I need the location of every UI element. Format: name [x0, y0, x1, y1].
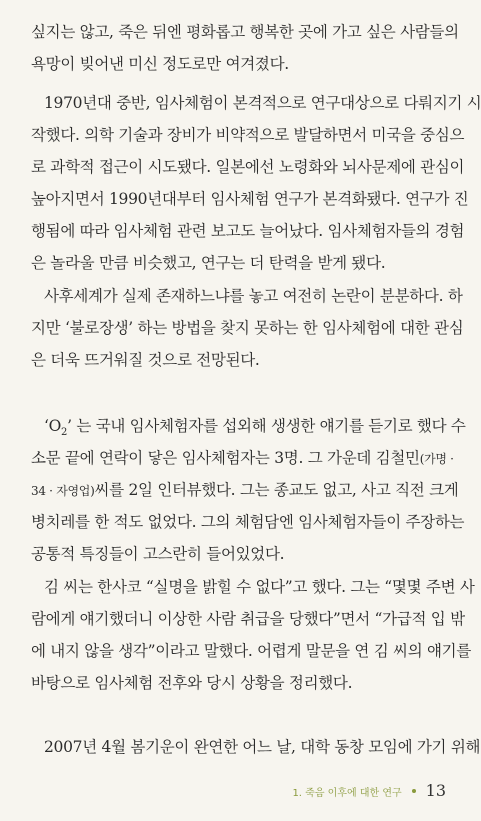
page-number: 13	[425, 781, 446, 800]
text-line: 은 더욱 뜨거워질 것으로 전망된다.	[31, 351, 260, 369]
text-line: 람에게 얘기했더니 이상한 사람 취급을 당했다”면서 “가급적 입 밖	[31, 610, 465, 628]
text-line: ‘$O_2$’ 는 국내 임사체험자를 섭외해 생생한 얘기를 듣기로 했다 수	[44, 417, 466, 439]
name-note: 34 · 자영업)	[31, 484, 95, 498]
text-line: 병치레를 한 적도 없었다. 그의 체험담엔 임사체험자들이 주장하는	[31, 513, 465, 531]
separator-dot-icon	[412, 789, 416, 793]
text-line: 에 내지 않을 생각”이라고 말했다. 어렵게 말문을 연 김 씨의 얘기를	[31, 642, 472, 660]
text-line: 바탕으로 임사체험 전후와 당시 상황을 정리했다.	[31, 674, 353, 692]
name-note: (가명 ·	[419, 452, 454, 466]
text-line: 공통적 특징들이 고스란히 들어있었다.	[31, 545, 285, 563]
magazine-name: ‘$O_2$’	[44, 417, 72, 439]
text-line: 행됨에 따라 임사체험 관련 보고도 늘어났다. 임사체험자들의 경험	[31, 222, 465, 240]
text-line: 2007년 4월 봄기운이 완연한 어느 날, 대학 동창 모임에 가기 위해	[44, 738, 481, 756]
text-line: 소문 끝에 연락이 닿은 임사체험자는 3명. 그 가운데 김철민(가명 ·	[31, 449, 454, 467]
text-line: 사후세계가 실제 존재하느냐를 놓고 여전히 논란이 분분하다. 하	[44, 287, 463, 305]
chapter-title: 1. 죽음 이후에 대한 연구	[292, 788, 402, 799]
text-line: 욕망이 빚어낸 미신 정도로만 여겨졌다.	[31, 55, 289, 73]
text-line: 지만 ‘불로장생’ 하는 방법을 찾지 못하는 한 임사체험에 대한 관심	[31, 319, 464, 337]
text-line: 로 과학적 접근이 시도됐다. 일본에선 노령화와 뇌사문제에 관심이	[31, 158, 465, 176]
text-line: 34 · 자영업)씨를 2일 인터뷰했다. 그는 종교도 없고, 사고 직전 크게	[31, 481, 459, 499]
text-line: 김 씨는 한사코 “실명을 밝힐 수 없다”고 했다. 그는 “몇몇 주변 사	[44, 578, 475, 596]
text-line: 높아지면서 1990년대부터 임사체험 연구가 본격화됐다. 연구가 진	[31, 190, 469, 208]
text-line: 은 놀라울 만큼 비슷했고, 연구는 더 탄력을 받게 됐다.	[31, 254, 386, 272]
text-line: 작했다. 의학 기술과 장비가 비약적으로 발달하면서 미국을 중심으	[31, 126, 465, 144]
text-line: 싶지는 않고, 죽은 뒤엔 평화롭고 행복한 곳에 가고 싶은 사람들의	[31, 23, 459, 41]
page-footer	[292, 779, 446, 803]
text-line: 1970년대 중반, 임사체험이 본격적으로 연구대상으로 다뤄지기 시	[44, 94, 481, 112]
